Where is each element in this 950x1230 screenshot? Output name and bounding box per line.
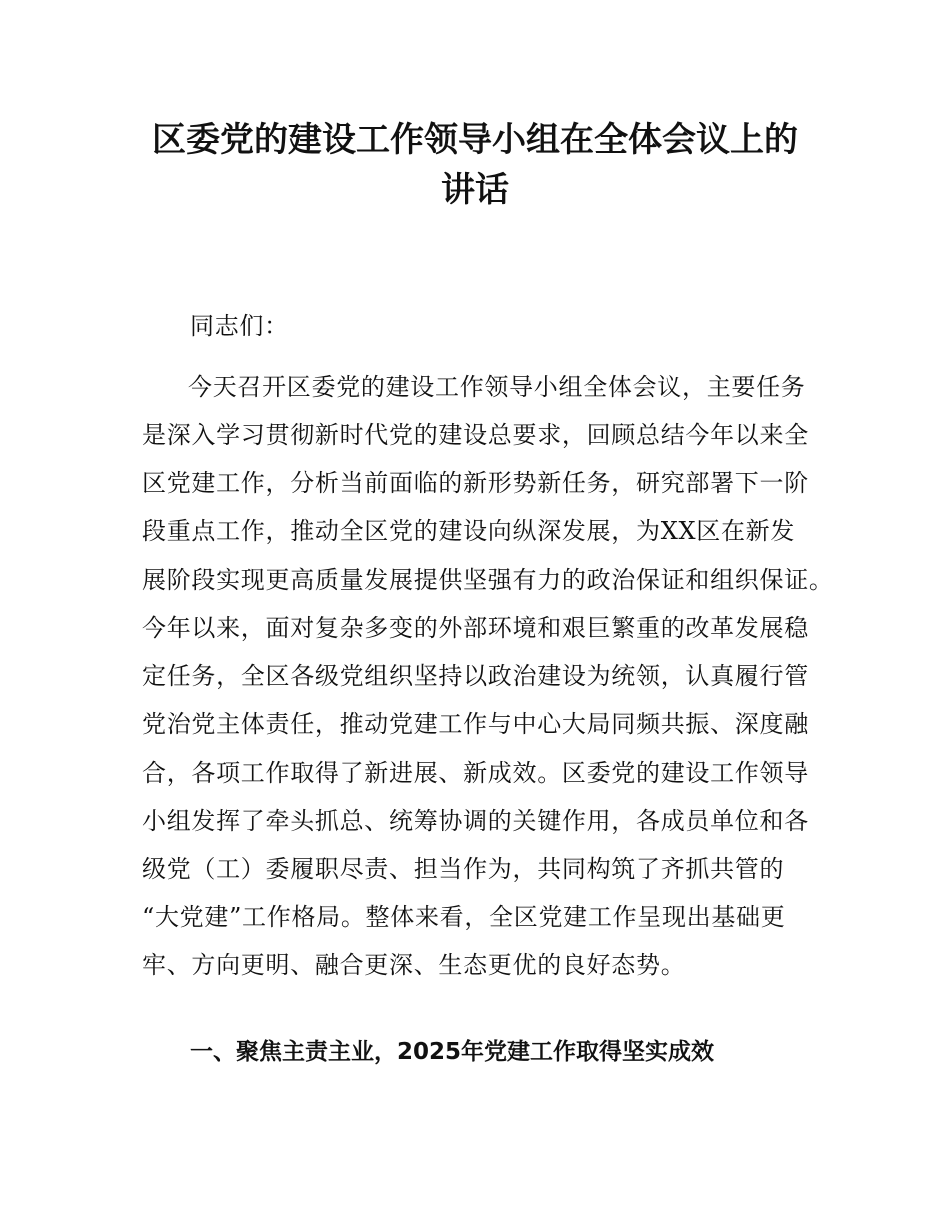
- paragraph-line: 今年以来，面对复杂多变的外部环境和艰巨繁重的改革发展稳: [142, 614, 809, 642]
- paragraph-line: 定任务，全区各级党组织坚持以政治建设为统领，认真履行管: [142, 662, 809, 690]
- section-heading: 一、聚焦主责主业，2025年党建工作取得坚实成效: [190, 1039, 715, 1065]
- paragraph-line: 是深入学习贯彻新时代党的建设总要求，回顾总结今年以来全: [142, 421, 809, 449]
- paragraph-line: 段重点工作，推动全区党的建设向纵深发展，为XX区在新发: [142, 517, 796, 545]
- paragraph-line: 合，各项工作取得了新进展、新成效。区委党的建设工作领导: [142, 759, 809, 787]
- paragraph-line: 小组发挥了牵头抓总、统筹协调的关键作用，各成员单位和各: [142, 807, 809, 835]
- document-title-line-2: 讲话: [441, 170, 509, 210]
- paragraph-line: “大党建”工作格局。整体来看，全区党建工作呈现出基础更: [142, 903, 786, 931]
- paragraph-line: 区党建工作，分析当前面临的新形势新任务，研究部署下一阶: [142, 469, 809, 497]
- salutation: 同志们：: [190, 312, 289, 340]
- paragraph-line: 级党（工）委履职尽责、担当作为，共同构筑了齐抓共管的: [142, 855, 785, 883]
- document-title-line-1: 区委党的建设工作领导小组在全体会议上的: [152, 120, 798, 160]
- paragraph-line: 展阶段实现更高质量发展提供坚强有力的政治保证和组织保证。: [142, 566, 834, 594]
- paragraph-line: 党治党主体责任，推动党建工作与中心大局同频共振、深度融: [142, 710, 809, 738]
- paragraph-line: 牢、方向更明、融合更深、生态更优的良好态势。: [142, 951, 686, 979]
- paragraph-line: 今天召开区委党的建设工作领导小组全体会议，主要任务: [188, 373, 806, 401]
